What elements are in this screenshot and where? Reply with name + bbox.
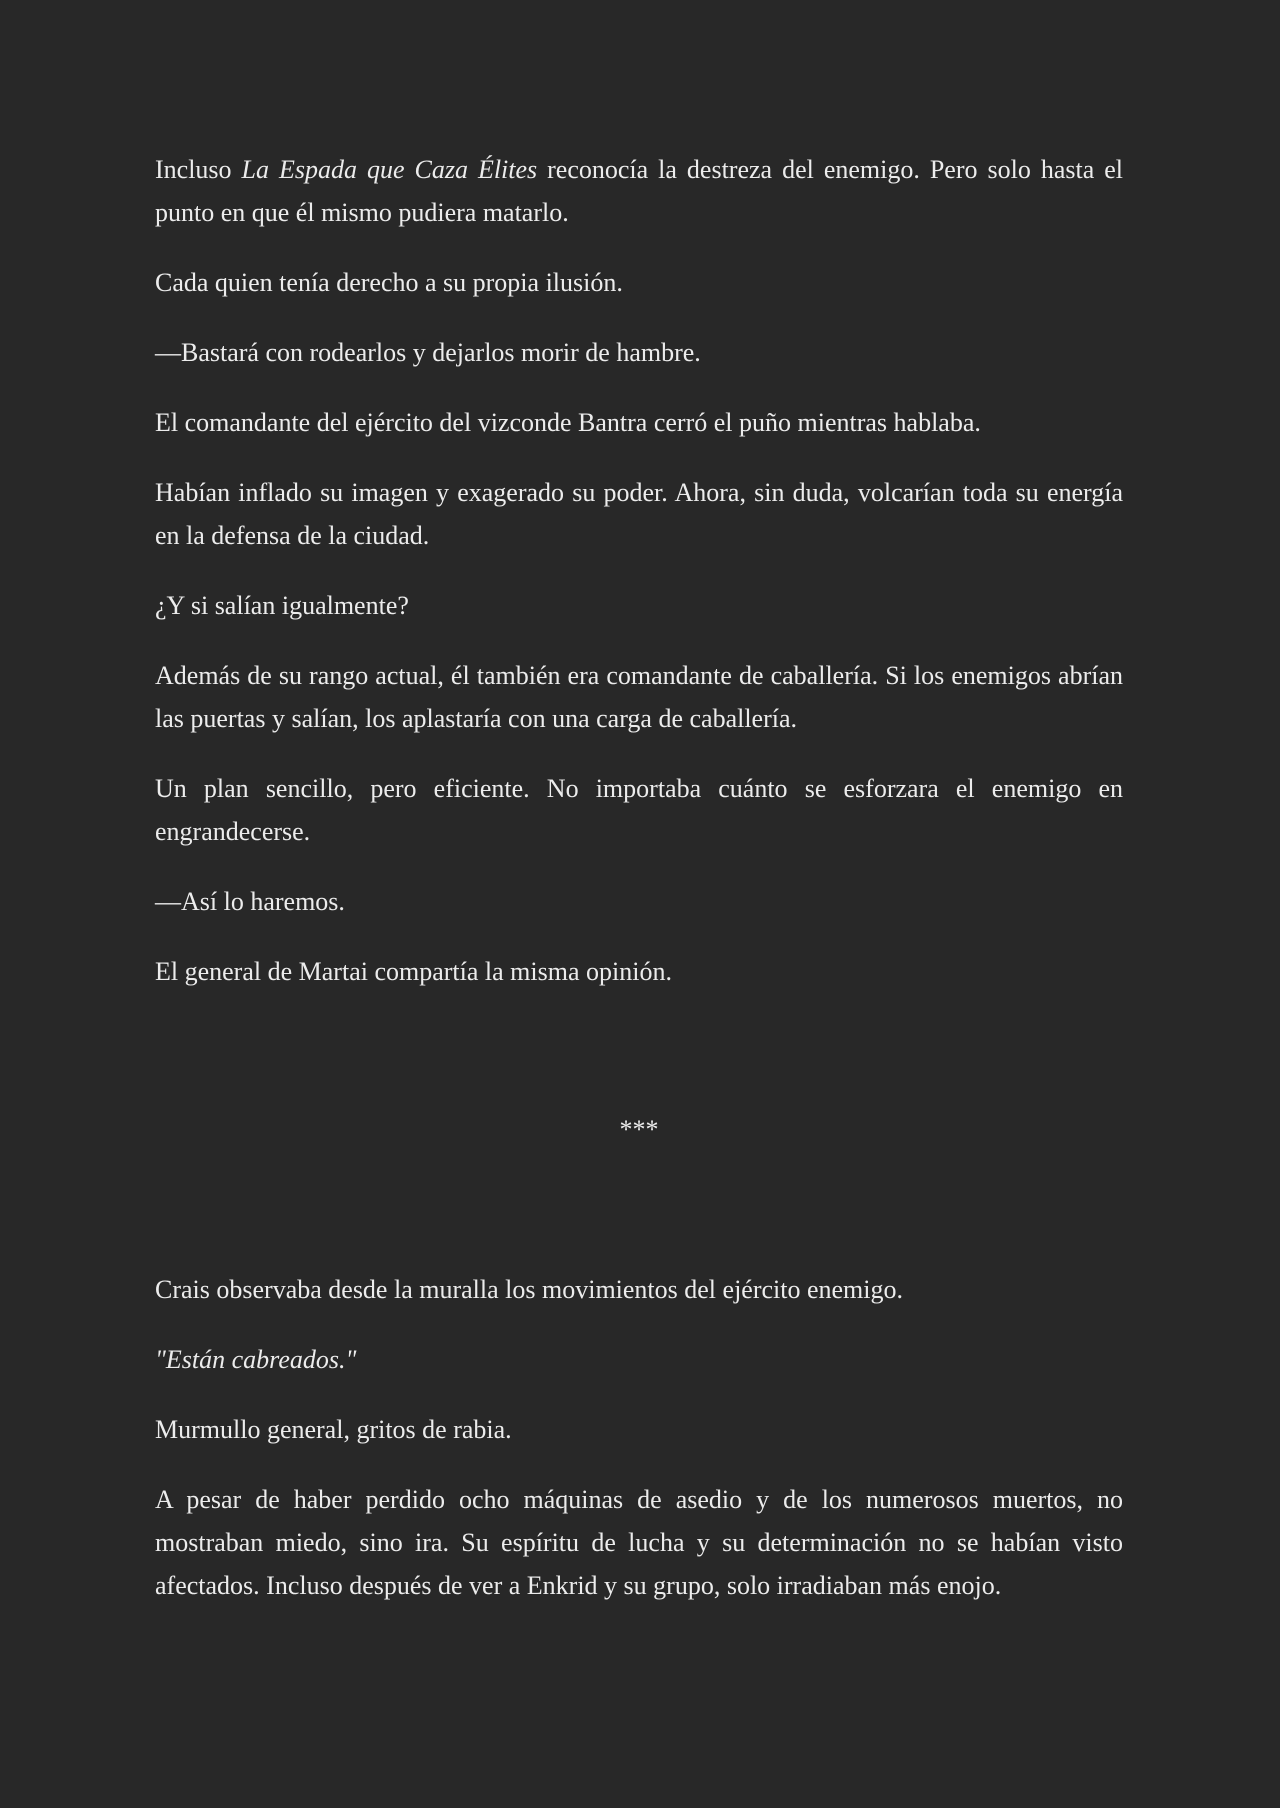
chapter-text [155,148,1123,1634]
paragraph: El comandante del ejército del vizconde Bantra cerró el puño mientras hablaba. [155,408,981,437]
paragraph: Habían inflado su imagen y exagerado su poder. Ahora, sin duda, volcarían toda su energía en la defensa de la ciudad. [155,478,1123,550]
dialogue-paragraph: —Así lo haremos. [155,887,345,916]
thought-paragraph: "Están cabreados." [155,1345,357,1374]
paragraph: Cada quien tenía derecho a su propia ilusión. [155,268,623,297]
sword-title-italic: La Espada que Caza Élites [241,155,538,184]
paragraph-text: reconocía la destreza del enemigo. Pero solo hasta el punto en que él mismo pudiera matarlo. [155,155,1123,227]
paragraph: Crais observaba desde la muralla los movimientos del ejército enemigo. [155,1275,904,1304]
dialogue-paragraph: —Bastará con rodearlos y dejarlos morir de hambre. [155,338,701,367]
scene-break: *** [619,1115,659,1144]
paragraph: El general de Martai compartía la misma opinión. [155,957,672,986]
paragraph [155,148,1123,234]
paragraph: A pesar de haber perdido ocho máquinas de asedio y de los numerosos muertos, no mostraban miedo, sino ira. Su espíritu de lucha y su determinación no se habían visto afectados. Incluso después de ver a Enkrid y su grupo, solo irradiaban más enojo. [155,1485,1123,1600]
paragraph: Además de su rango actual, él también era comandante de caballería. Si los enemigos abrían las puertas y salían, los aplastaría con una carga de caballería. [155,661,1123,733]
paragraph: ¿Y si salían igualmente? [155,591,409,620]
paragraph-text: Incluso [155,155,242,184]
paragraph: Murmullo general, gritos de rabia. [155,1415,512,1444]
paragraph: Un plan sencillo, pero eficiente. No importaba cuánto se esforzara el enemigo en engrandecerse. [155,774,1123,846]
